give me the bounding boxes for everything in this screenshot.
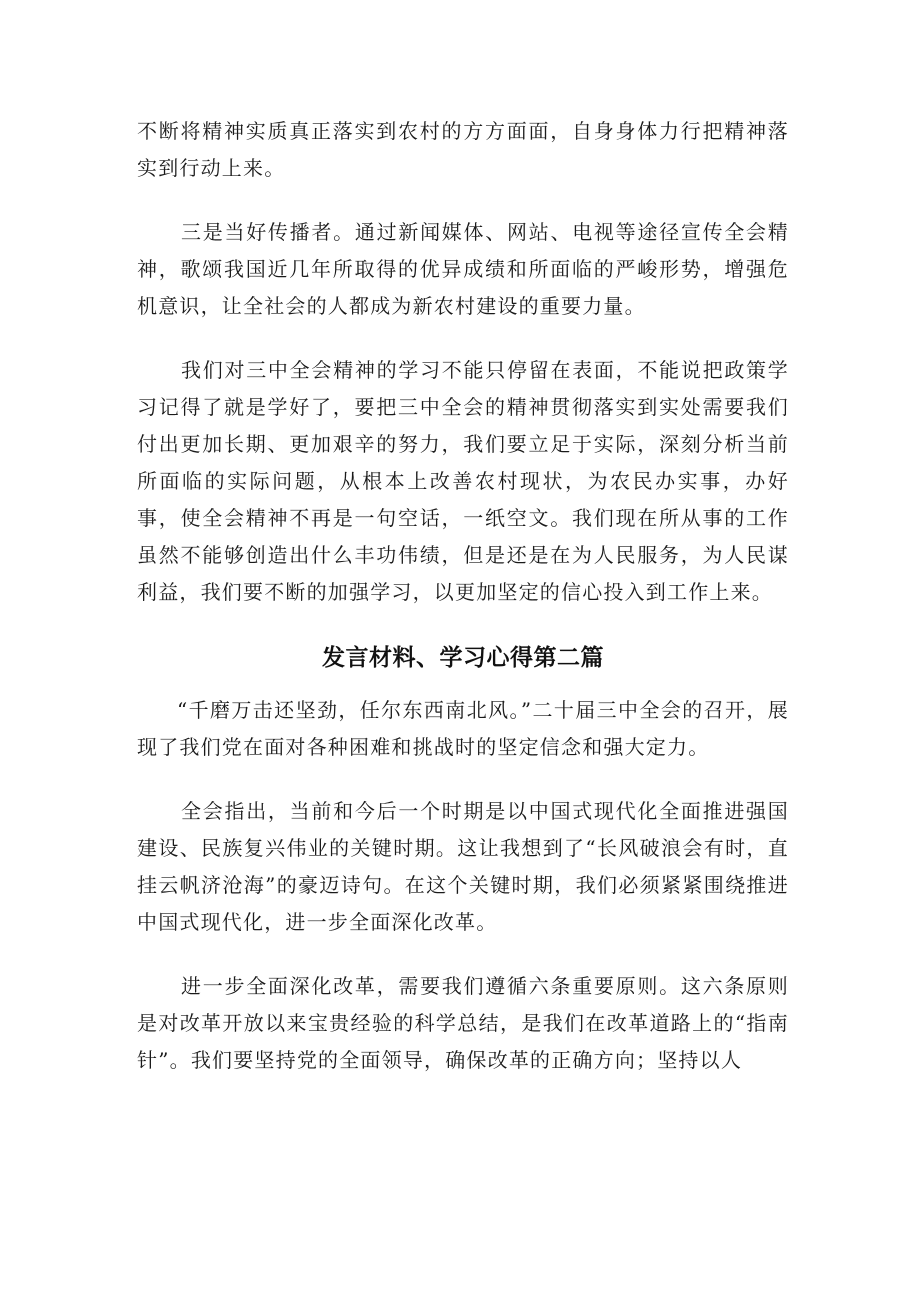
paragraph-poem-quote: “千磨万击还坚劲，任尔东西南北风。”二十届三中全会的召开，展现了我们党在面对各种困难和挑战时的坚定信念和强大定力。 <box>137 698 789 759</box>
paragraph-continuation: 不断将精神实质真正落实到农村的方方面面，自身身体力行把精神落实到行动上来。 <box>137 119 789 180</box>
section-heading: 发言材料、学习心得第二篇 <box>322 645 604 671</box>
paragraph-study-reflection: 我们对三中全会精神的学习不能只停留在表面，不能说把政策学习记得了就是学好了，要把三中全会的精神贯彻落实到实处需要我们付出更加长期、更加艰辛的努力，我们要立足于实际，深刻分析当前所面临的实际问题，从根本上改善农村现状，为农民办实事，办好事，使全会精神不再是一句空话，一纸空文。我们现在所从事的工作虽然不能够创造出什么丰功伟绩，但是还是在为人民服务，为人民谋利益，我们要不断的加强学习，以更加坚定的信心投入到工作上来。 <box>137 358 789 604</box>
document-body <box>137 113 789 1106</box>
paragraph-propagator: 三是当好传播者。通过新闻媒体、网站、电视等途径宣传全会精神，歌颂我国近几年所取得的优异成绩和所面临的严峻形势，增强危机意识，让全社会的人都成为新农村建设的重要力量。 <box>137 220 789 318</box>
paragraph-six-principles: 进一步全面深化改革，需要我们遵循六条重要原则。这六条原则是对改革开放以来宝贵经验的科学总结，是我们在改革道路上的“指南针”。我们要坚持党的全面领导，确保改革的正确方向；坚持以人 <box>137 974 789 1072</box>
paragraph-plenum-key-period: 全会指出，当前和今后一个时期是以中国式现代化全面推进强国建设、民族复兴伟业的关键时期。这让我想到了“长风破浪会有时，直挂云帆济沧海”的豪迈诗句。在这个关键时期，我们必须紧紧围绕推进中国式现代化，进一步全面深化改革。 <box>137 799 789 934</box>
